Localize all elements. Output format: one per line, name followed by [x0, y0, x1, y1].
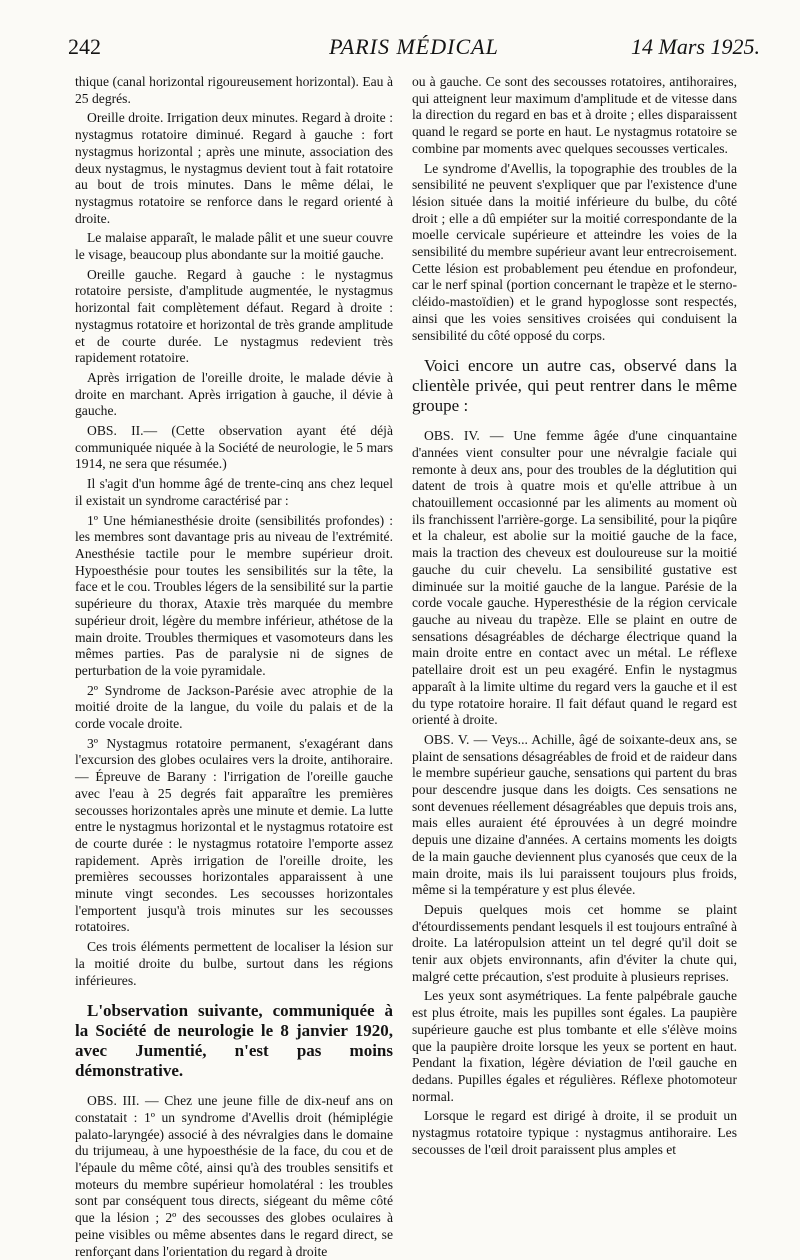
intro-paragraph: L'observation suivante, communiquée à la Société de neurologie le 8 janvier 1920, avec Jumentié, n'est pas moins démonstrative.	[75, 1001, 393, 1081]
right-column	[412, 74, 738, 1157]
paragraph: Oreille gauche. Regard à gauche : le nystagmus rotatoire persiste, d'amplitude augmentée, le nystagmus horizontal fait complètement défaut. Regard à droite : nystagmus rotatoire et horizontal de très grande amplitude et de courte durée. Le nystagmus redevient très rapidement rotatoire.	[75, 266, 393, 366]
journal-title: PARIS MÉDICAL	[329, 34, 499, 59]
paragraph: Le syndrome d'Avellis, la topographie des troubles de la sensibilité ne peuvent s'expliquer que par l'existence d'une lésion située dans la moitié inférieure du bulbe, du côté droit ; elle a dû empiéter sur la moitié correspondante de la moelle cervicale supérieure et atteindre les voies de la sensibilité du membre supérieur avant leur entrecroisement. Cette lésion est probablement peu étendue en profondeur, car le nerf spinal (portion concernant le trapèze et le sterno-cléido-mastoïdien) et le grand hypoglosse sont respectés, ainsi que les voies sensitives croisées qui conduisent la sensibilité du côté opposé du corps.	[412, 160, 738, 343]
paragraph: 2º Syndrome de Jackson-Parésie avec atrophie de la moitié droite de la langue, du voile du palais et de la corde vocale droite.	[75, 682, 393, 732]
paragraph: OBS. V. — Veys... Achille, âgé de soixante-deux ans, se plaint de sensations désagréables de froid et de raideur dans le membre supérieur gauche, sensations qui partent du bras pour descendre jusque dans les doigts. Ces sensations ne sont devenues réellement désagréables que depuis trois ans, mais elles auraient été éprouvées à un degré moindre depuis une dizaine d'années. A certains moments les doigts de la main gauche deviennent plus cyanosés que ceux de la main droite, mais ils lui paraissent toujours plus froids, même si la température y est plus élevée.	[412, 731, 738, 898]
paragraph: Depuis quelques mois cet homme se plaint d'étourdissements pendant lesquels il est toujours entraîné à droite. La latéropulsion atteint un tel degré qu'il doit se tenir aux objets environnants, afin d'éviter la chute qui, malgré cette précaution, s'est produite à plusieurs reprises.	[412, 901, 737, 984]
paragraph: 1º Une hémianesthésie droite (sensibilités profondes) : les membres sont davantage pris au niveau de l'extrémité. Anesthésie tactile pour le membre supérieur droit. Hypoesthésie pour toutes les sensibilités sur la tête, la face et le cou. Troubles légers de la sensibilité sur la partie supérieure du thorax, Ataxie très marquée du membre supérieur droit, légère du membre inférieur, athétose de la main droite. Troubles thermiques et vasomoteurs dans les mêmes parties. Pas de paralysie ni de signes de perturbation de la voie pyramidale.	[75, 512, 393, 678]
left-column	[75, 74, 393, 1259]
page-header	[68, 34, 760, 64]
paragraph: Après irrigation de l'oreille droite, le malade dévie à droite en marchant. Après irrigation à gauche, il dévie à gauche.	[75, 369, 393, 419]
paragraph: Oreille droite. Irrigation deux minutes. Regard à droite : nystagmus rotatoire diminué. Regard à gauche : fort nystagmus horizontal ; après une minute, association des deux nystagmus, le nystagmus devient tout à fait rotatoire au bout de trois minutes. Dans le même délai, le nystagmus rotatoire se renforce dans le regard orienté à droite.	[75, 110, 393, 226]
issue-date: 14 Mars 1925.	[631, 34, 760, 59]
paragraph: thique (canal horizontal rigoureusement horizontal). Eau à 25 degrés.	[75, 74, 393, 106]
paragraph: 3º Nystagmus rotatoire permanent, s'exagérant dans l'excursion des globes oculaires vers la droite, antihoraire. — Épreuve de Barany : l'irrigation de l'oreille gauche avec l'eau à 25 degrés fait apparaître les premières secousses horizontales après une minute et demie. La lutte entre le nystagmus horizontal et le nystagmus rotatoire est de courte durée : le nystagmus rotatoire l'emporte assez rapidement. Après irrigation de l'oreille droite, les premières secousses horizontales apparaissent à une minute vingt secondes. Les secousses horizontales l'emportent jusqu'à trois minutes sur les secousses rotatoires.	[75, 735, 393, 935]
paragraph: OBS. III. — Chez une jeune fille de dix-neuf ans on constatait : 1º un syndrome d'Avellis droit (hémiplégie palato-laryngée) associé à des névralgies dans le domaine du trijumeau, à une hypoesthésie de la face, du cou et de l'épaule du même côté, ainsi qu'à des troubles sensitifs et moteurs du membre supérieur homolatéral : les troubles sont par conséquent tous directs, siégeant du même côté que la lésion ; 2º des secousses des globes oculaires à peine visibles ou même absentes dans le regard direct, se renforçant dans l'orientation du regard à droite	[75, 1093, 393, 1259]
page-number: 242	[68, 34, 101, 59]
paragraph: Ces trois éléments permettent de localiser la lésion sur la moitié droite du bulbe, surtout dans les régions inférieures.	[75, 939, 393, 988]
paragraph: Le malaise apparaît, le malade pâlit et une sueur couvre le visage, beaucoup plus abondante sur la moitié gauche.	[75, 230, 393, 263]
paragraph: ou à gauche. Ce sont des secousses rotatoires, antihoraires, qui atteignent leur maximum d'amplitude et de vitesse dans la direction du regard en bas et à droite ; elles disparaissent quand le regard se porte en haut. Le nystagmus rotatoire se combine par moments avec quelques secousses verticales.	[412, 74, 737, 156]
paragraph: OBS. IV. — Une femme âgée d'une cinquantaine d'années vient consulter pour une névralgie faciale qui remonte à deux ans, pour des troubles de la déglutition qui datent de trois à quatre mois et qu'elle attribue à un chatouillement occasionné par les aliments au moment où ils franchissent l'arrière-gorge. La sensibilité, pour la piqûre et la chaleur, est abolie sur la moitié gauche de la face, mais la traction des cheveux est douloureuse sur la moitié gauche du cuir chevelu. La sensibilité gustative est diminuée sur la moitié gauche de la langue. Parésie de la corde vocale gauche. Hyperesthésie de la région cervicale gauche au niveau du trapèze. Elle se plaint en outre de sensations désagréables de décharge électrique quand la main droite entre en contact avec un métal. Le réflexe patellaire droit est un peu exagéré. Enfin le nystagmus apparaît à la limite ultime du regard vers la gauche et il est du type rotatoire horaire. Il fait défaut quand le regard est orienté à droite.	[412, 428, 737, 728]
paragraph: Lorsque le regard est dirigé à droite, il se produit un nystagmus rotatoire typique : nystagmus antihoraire. Les secousses de l'œil droit paraissent plus amples et	[412, 1108, 737, 1157]
intro-paragraph: Voici encore un autre cas, observé dans la clientèle privée, qui peut rentrer dans le même groupe :	[412, 356, 737, 416]
paragraph: Les yeux sont asymétriques. La fente palpébrale gauche est plus étroite, mais les pupilles sont égales. La paupière supérieure gauche est plus tombante et elle s'élève moins que la paupière droite lorsque les yeux se portent en haut. Pendant la fixation, légère déviation de l'œil gauche en dedans. Pupilles égales et régulières. Réflexe photomoteur normal.	[412, 988, 737, 1104]
paragraph: Il s'agit d'un homme âgé de trente-cinq ans chez lequel il existait un syndrome caractérisé par :	[75, 476, 393, 508]
paragraph: OBS. II.— (Cette observation ayant été déjà communiquée niquée à la Société de neurologie, le 5 mars 1914, ne sera que résumée.)	[75, 423, 393, 472]
